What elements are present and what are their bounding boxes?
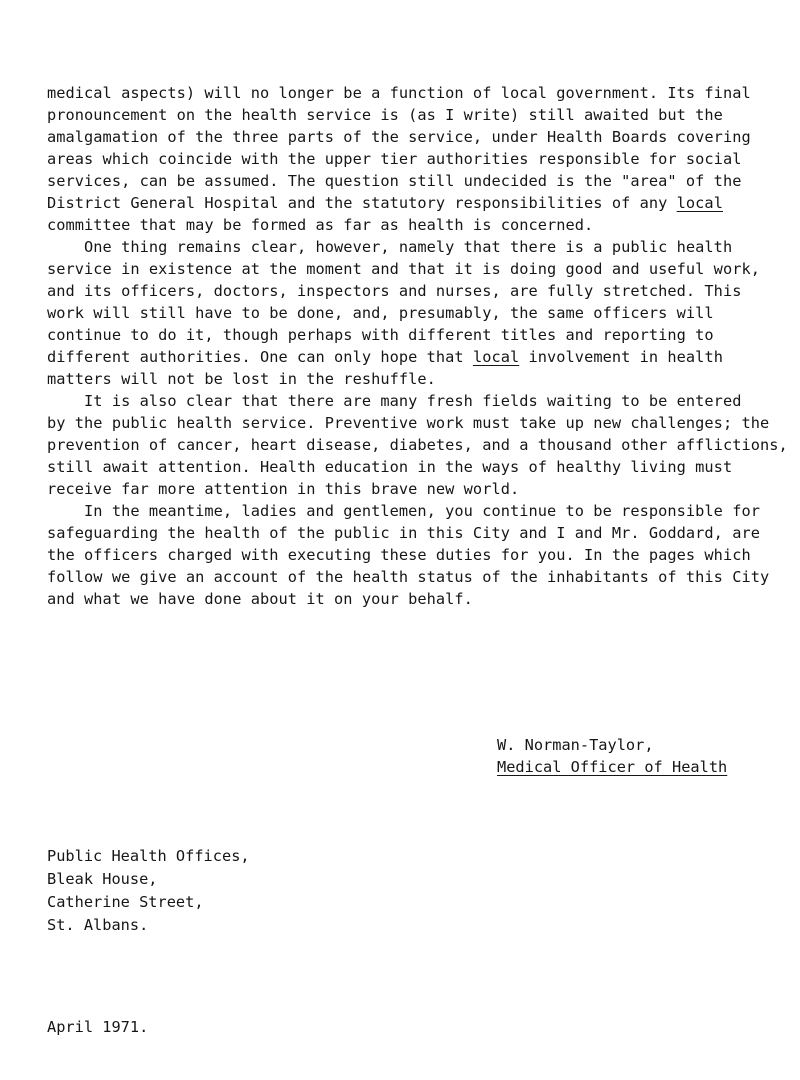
text-line: safeguarding the health of the public in this City and I and Mr. Goddard, are [47, 524, 760, 542]
text-line: continue to do it, though perhaps with different titles and reporting to [47, 326, 714, 344]
text-line: receive far more attention in this brave new world. [47, 480, 520, 498]
text-line: follow we give an account of the health status of the inhabitants of this City [47, 568, 770, 586]
text-line: committee that may be formed as far as health is concerned. [47, 216, 594, 234]
text-line: work will still have to be done, and, presumably, the same officers will [47, 304, 714, 322]
text-line: pronouncement on the health service is (as I write) still awaited but the [47, 106, 723, 124]
text-line: services, can be assumed. The question still undecided is the "area" of the [47, 172, 742, 190]
text-line: the officers charged with executing these duties for you. In the pages which [47, 546, 751, 564]
text-line: One thing remains clear, however, namely that there is a public health [47, 238, 733, 256]
text-line: and what we have done about it on your behalf. [47, 590, 473, 608]
text-line: matters will not be lost in the reshuffle. [47, 370, 436, 388]
text-segment: involvement in health [519, 348, 723, 366]
text-segment: different authorities. One can only hope that [47, 348, 473, 366]
text-line [47, 192, 723, 214]
text-line: medical aspects) will no longer be a function of local government. Its final [47, 84, 751, 102]
address-line: St. Albans. [47, 916, 149, 934]
address-line: Bleak House, [47, 870, 158, 888]
text-line: amalgamation of the three parts of the service, under Health Boards covering [47, 128, 751, 146]
underlined-word: local [472, 348, 520, 366]
text-line: service in existence at the moment and that it is doing good and useful work, [47, 260, 760, 278]
text-line: areas which coincide with the upper tier authorities responsible for social [47, 150, 742, 168]
address-line: Public Health Offices, [47, 847, 250, 865]
text-segment: District General Hospital and the statutory responsibilities of any [47, 194, 677, 212]
text-line: by the public health service. Preventive work must take up new challenges; the [47, 414, 770, 432]
address-line: Catherine Street, [47, 893, 204, 911]
underlined-word: local [676, 194, 723, 212]
text-line: still await attention. Health education in the ways of healthy living must [47, 458, 733, 476]
signatory-title: Medical Officer of Health [497, 758, 728, 776]
document-date: April 1971. [47, 1018, 149, 1036]
text-line: In the meantime, ladies and gentlemen, you continue to be responsible for [47, 502, 760, 520]
text-line: It is also clear that there are many fresh fields waiting to be entered [47, 392, 742, 410]
signatory-name: W. Norman-Taylor, [497, 736, 654, 754]
text-line [47, 346, 723, 368]
text-line: and its officers, doctors, inspectors and nurses, are fully stretched. This [47, 282, 742, 300]
text-line: prevention of cancer, heart disease, diabetes, and a thousand other afflictions, [47, 436, 788, 454]
